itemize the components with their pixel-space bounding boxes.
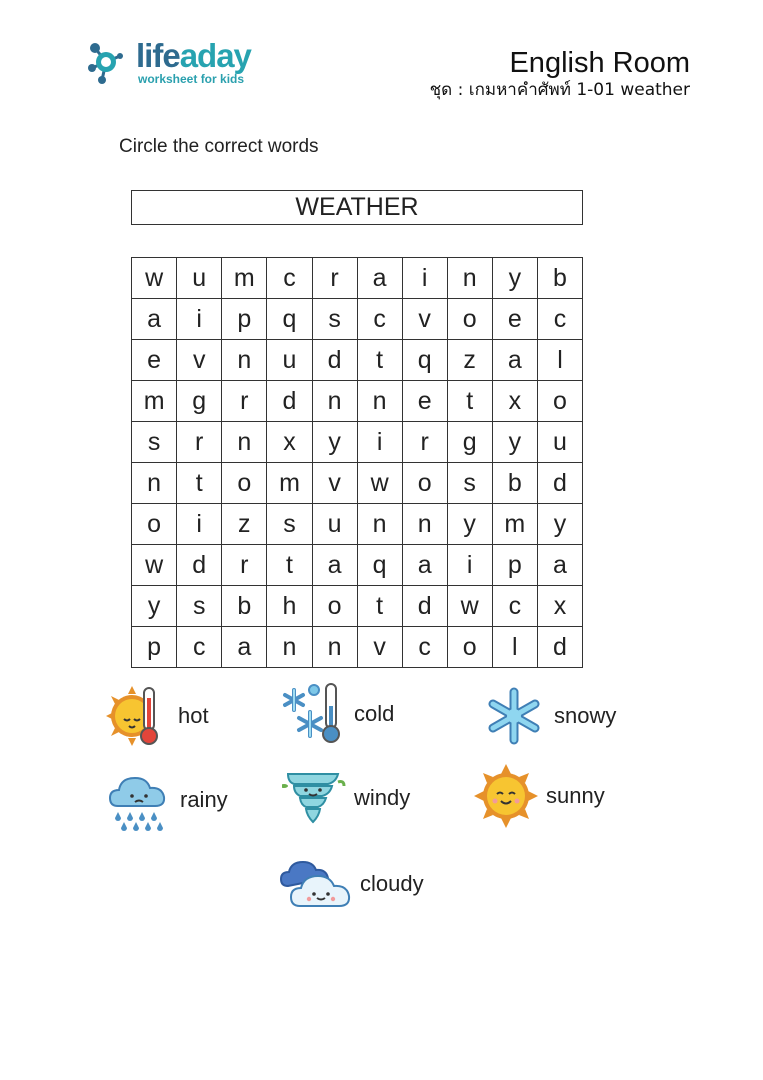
grid-cell[interactable]: e: [492, 299, 537, 340]
grid-cell[interactable]: c: [177, 627, 222, 668]
grid-cell[interactable]: y: [492, 258, 537, 299]
grid-cell[interactable]: y: [492, 422, 537, 463]
hot-sun-thermometer-icon: [106, 684, 170, 748]
word-item-snowy: [482, 684, 616, 748]
rain-cloud-icon: [108, 768, 172, 832]
grid-cell[interactable]: n: [312, 381, 357, 422]
grid-cell[interactable]: n: [132, 463, 177, 504]
grid-cell[interactable]: w: [447, 586, 492, 627]
word-label-sunny: sunny: [546, 783, 605, 808]
grid-cell[interactable]: c: [357, 299, 402, 340]
grid-cell[interactable]: y: [312, 422, 357, 463]
grid-cell[interactable]: r: [177, 422, 222, 463]
grid-cell[interactable]: q: [357, 545, 402, 586]
grid-cell[interactable]: o: [447, 299, 492, 340]
grid-cell[interactable]: e: [132, 340, 177, 381]
word-item-sunny: [474, 764, 605, 828]
grid-cell[interactable]: o: [312, 586, 357, 627]
grid-cell[interactable]: s: [267, 504, 312, 545]
grid-cell[interactable]: b: [492, 463, 537, 504]
grid-cell[interactable]: r: [402, 422, 447, 463]
grid-cell[interactable]: a: [132, 299, 177, 340]
grid-cell[interactable]: y: [132, 586, 177, 627]
grid-cell[interactable]: b: [537, 258, 582, 299]
grid-cell[interactable]: u: [312, 504, 357, 545]
grid-cell[interactable]: g: [447, 422, 492, 463]
grid-cell[interactable]: e: [402, 381, 447, 422]
cloud-icon: [280, 852, 352, 916]
grid-cell[interactable]: z: [222, 504, 267, 545]
grid-cell[interactable]: s: [132, 422, 177, 463]
grid-cell[interactable]: i: [177, 299, 222, 340]
grid-row: [132, 381, 583, 422]
grid-cell[interactable]: n: [357, 504, 402, 545]
word-label-snowy: snowy: [554, 703, 617, 728]
grid-cell[interactable]: a: [222, 627, 267, 668]
grid-cell[interactable]: d: [312, 340, 357, 381]
grid-cell[interactable]: c: [267, 258, 312, 299]
sun-icon: [474, 764, 538, 828]
grid-cell[interactable]: l: [537, 340, 582, 381]
word-item-rainy: [108, 768, 228, 832]
grid-cell[interactable]: s: [312, 299, 357, 340]
header: [430, 46, 690, 100]
grid-cell[interactable]: w: [132, 258, 177, 299]
logo-molecule-icon: [86, 38, 134, 86]
grid-cell[interactable]: n: [402, 504, 447, 545]
grid-cell[interactable]: q: [402, 340, 447, 381]
grid-cell[interactable]: v: [357, 627, 402, 668]
grid-cell[interactable]: a: [402, 545, 447, 586]
grid-cell[interactable]: i: [447, 545, 492, 586]
word-item-windy: [282, 766, 410, 830]
grid-cell[interactable]: i: [402, 258, 447, 299]
grid-row: [132, 545, 583, 586]
grid-row: [132, 258, 583, 299]
word-label-windy: windy: [354, 785, 411, 810]
grid-cell[interactable]: w: [132, 545, 177, 586]
grid-row: [132, 340, 583, 381]
puzzle-title: WEATHER: [131, 190, 583, 225]
grid-cell[interactable]: t: [357, 586, 402, 627]
grid-cell[interactable]: n: [357, 381, 402, 422]
grid-cell[interactable]: y: [537, 504, 582, 545]
word-item-hot: [106, 684, 209, 748]
word-label-cold: cold: [354, 701, 395, 726]
logo-wordmark: lifeaday: [136, 37, 251, 74]
grid-cell[interactable]: n: [267, 627, 312, 668]
grid-cell[interactable]: s: [177, 586, 222, 627]
grid-cell[interactable]: l: [492, 627, 537, 668]
word-label-hot: hot: [178, 703, 209, 728]
grid-cell[interactable]: x: [537, 586, 582, 627]
grid-cell[interactable]: w: [357, 463, 402, 504]
grid-cell[interactable]: g: [177, 381, 222, 422]
grid-cell[interactable]: v: [177, 340, 222, 381]
grid-cell[interactable]: u: [267, 340, 312, 381]
grid-cell[interactable]: m: [222, 258, 267, 299]
grid-row: [132, 627, 583, 668]
grid-cell[interactable]: p: [132, 627, 177, 668]
grid-cell[interactable]: r: [222, 545, 267, 586]
word-item-cloudy: [280, 852, 424, 916]
word-label-rainy: rainy: [180, 787, 228, 812]
grid-cell[interactable]: n: [312, 627, 357, 668]
grid-cell[interactable]: n: [447, 258, 492, 299]
grid-cell[interactable]: x: [492, 381, 537, 422]
grid-cell[interactable]: z: [447, 340, 492, 381]
grid-cell[interactable]: t: [267, 545, 312, 586]
word-item-cold: [282, 682, 394, 746]
grid-cell[interactable]: i: [177, 504, 222, 545]
grid-cell[interactable]: c: [492, 586, 537, 627]
grid-cell[interactable]: q: [267, 299, 312, 340]
grid-cell[interactable]: v: [402, 299, 447, 340]
grid-cell[interactable]: p: [222, 299, 267, 340]
grid-cell[interactable]: y: [447, 504, 492, 545]
grid-cell[interactable]: t: [357, 340, 402, 381]
grid-cell[interactable]: t: [177, 463, 222, 504]
grid-row: [132, 463, 583, 504]
grid-row: [132, 586, 583, 627]
grid-cell[interactable]: p: [492, 545, 537, 586]
header-title: English Room: [509, 47, 690, 79]
grid-cell[interactable]: o: [537, 381, 582, 422]
instruction-text: Circle the correct words: [119, 136, 319, 157]
grid-cell[interactable]: a: [492, 340, 537, 381]
grid-cell[interactable]: d: [537, 463, 582, 504]
grid-cell[interactable]: o: [447, 627, 492, 668]
snowflake-icon: [482, 684, 546, 748]
grid-cell[interactable]: o: [132, 504, 177, 545]
grid-cell[interactable]: a: [537, 545, 582, 586]
grid-cell[interactable]: r: [222, 381, 267, 422]
cold-snowflake-thermometer-icon: [282, 682, 346, 746]
grid-cell[interactable]: a: [312, 545, 357, 586]
grid-cell[interactable]: o: [402, 463, 447, 504]
grid-cell[interactable]: b: [222, 586, 267, 627]
grid-cell[interactable]: c: [402, 627, 447, 668]
lifeaday-logo: [86, 36, 276, 88]
grid-cell[interactable]: a: [357, 258, 402, 299]
grid-cell[interactable]: d: [537, 627, 582, 668]
grid-cell[interactable]: m: [492, 504, 537, 545]
grid-cell[interactable]: n: [222, 422, 267, 463]
grid-cell[interactable]: v: [312, 463, 357, 504]
grid-cell[interactable]: m: [267, 463, 312, 504]
grid-cell[interactable]: t: [447, 381, 492, 422]
grid-cell[interactable]: i: [357, 422, 402, 463]
word-search-grid: [131, 257, 583, 668]
grid-row: [132, 299, 583, 340]
logo-tagline: worksheet for kids: [138, 72, 245, 86]
grid-cell[interactable]: d: [177, 545, 222, 586]
grid-cell[interactable]: s: [447, 463, 492, 504]
grid-cell[interactable]: o: [222, 463, 267, 504]
tornado-icon: [282, 766, 346, 830]
grid-cell[interactable]: d: [267, 381, 312, 422]
grid-cell[interactable]: u: [177, 258, 222, 299]
grid-cell[interactable]: n: [222, 340, 267, 381]
grid-cell[interactable]: u: [537, 422, 582, 463]
grid-cell[interactable]: c: [537, 299, 582, 340]
header-subtitle: ชุด : เกมหาคำศัพท์ 1-01 weather: [429, 80, 690, 100]
grid-cell[interactable]: h: [267, 586, 312, 627]
grid-cell[interactable]: x: [267, 422, 312, 463]
grid-cell[interactable]: m: [132, 381, 177, 422]
grid-cell[interactable]: r: [312, 258, 357, 299]
grid-cell[interactable]: d: [402, 586, 447, 627]
word-label-cloudy: cloudy: [360, 871, 424, 896]
grid-row: [132, 422, 583, 463]
grid-row: [132, 504, 583, 545]
